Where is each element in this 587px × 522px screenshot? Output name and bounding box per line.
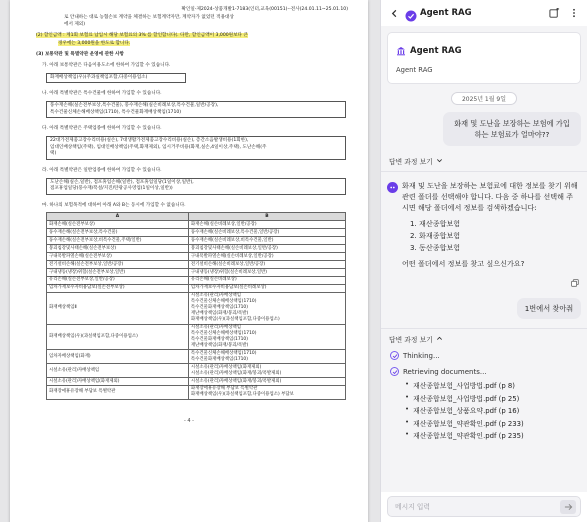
table-cell-a: 시설소유(관리)자배상책임(화재제외)	[47, 378, 189, 386]
folder-option: 3. 동산종합보험	[410, 243, 461, 253]
user-message: 1번에서 찾아줘	[517, 298, 581, 319]
doc-highlight-line-1: (2) 할인금액 : 계1회 보험료 납입시 해당 보험료의 3% 를 할인합니다(. 다만, 할인금액이 3,000원보다 큰	[36, 32, 248, 38]
table-cell-b: 구내냉동(냉장)위험(실손비례보상,일반)	[188, 269, 345, 277]
process-toggle-1[interactable]	[389, 156, 587, 166]
process-step-thinking	[390, 351, 587, 360]
doc-box-3	[46, 136, 346, 160]
doc-label: 재산종합보험_약관확인.pdf (p 233)	[413, 419, 524, 428]
bot-message	[387, 181, 579, 270]
table-row	[47, 364, 346, 378]
doc-section-heading: (3) 보통약관 및 특별약관 운영에 관한 사항	[36, 52, 124, 58]
doc-box-line: 특수건물신체손해배상책임(1710), 특수건물화재배상책임(1710)	[50, 109, 182, 115]
doc-box-line: 도난손해(실손,일반), 점포휴업손해(일반), 점포휴업일당(1일이상,일반),	[50, 179, 194, 185]
table-cell-b: 화재손해(실손비례보상,일반/공장)	[188, 221, 345, 229]
bot-intro-text: 화재 및 도난을 보장하는 보험료에 대한 정보를 찾기 위해 관련 폴더를 선택해야 합니다. 다음 중 하나를 선택해 주시면 해당 폴더에서 정보를 검색하겠습니다:	[402, 181, 578, 213]
check-circle-icon	[390, 367, 399, 376]
table-cell-a: 화재장애휴유장해 부담보 특별약관	[47, 385, 189, 399]
user-message: 화재 및 도난을 보장하는 보험에 가입하는 보험료가 얼마야??	[443, 112, 581, 146]
chat-header	[381, 0, 587, 26]
folder-option: 2. 화재종합보험	[410, 231, 461, 241]
table-cell-b: 시설소유(관리)자배상책임(화재제외) 시설소유(관리)자배상책임(화재/붕괴/폭발제외)	[188, 364, 345, 378]
process-toggle-label: 답변 과정 보기	[389, 158, 433, 167]
message-input[interactable]	[395, 503, 560, 511]
more-dots-icon[interactable]	[567, 6, 581, 20]
agent-card-name: Agent RAG	[410, 45, 462, 56]
arrow-right-icon	[564, 503, 573, 511]
doc-subheading-ga: 가. 아래 보통약관은 다음이용도소에 한하여 가입할 수 있습니다.	[42, 62, 171, 68]
table-cell-a: 화재배상책임Ⅱ	[47, 292, 189, 324]
doc-label: 재산종합보험_약관확인.pdf (p 235)	[413, 432, 524, 441]
table-row	[47, 237, 346, 245]
table-row	[47, 221, 346, 229]
table-cell-a: 구내폭발파열손해(실손전부보상)	[47, 253, 189, 261]
folder-option: 1. 재산종합보험	[410, 219, 461, 229]
doc-line: 에서 제외)	[64, 22, 86, 28]
table-cell-b: 풍수재손해(실손비례보상,비특수건물,일반)	[188, 237, 345, 245]
table-cell-a: 임차자배상책임(화재)	[47, 350, 189, 364]
page-number: - 4 -	[184, 418, 194, 424]
table-cell-a: 풍수재손해(실손전부보상,특수건물)	[47, 229, 189, 237]
table-cell-b: 임차가재보수자비용담보(실손비례보상)	[188, 284, 345, 292]
doc-label: 재산종합보험_상품요약.pdf (p 16)	[413, 407, 520, 416]
doc-highlight-line-2: 경우에는 3,000원을 한도로 합니다.	[58, 40, 131, 46]
process-toggle-label: 답변 과정 보기	[389, 336, 433, 345]
doc-box-line: 풍수재손해(실손전부보상,특수건물), 풍수재손해(실손비례보상,특수건물,일반/공장),	[50, 102, 219, 108]
doc-box-2	[46, 101, 346, 118]
table-cell-a: 화재손해(실손전부보상)	[47, 221, 189, 229]
chat-title: Agent RAG	[420, 8, 472, 18]
doc-box-line: 22대가전제품고장수리비용(실손), 7대생활가전제품고장수리비용(실손), 층간소음발생비용(1회한),	[50, 137, 249, 143]
folder-options-list	[410, 219, 579, 254]
table-row	[47, 284, 346, 292]
chat-scroll-area[interactable]	[381, 26, 587, 492]
doc-box-1: 화재배상책임(우)(주과실책임포함,다중이용업소)	[46, 73, 186, 84]
table-cell-a: 유리손해(실손전부보상,일반/공장)	[47, 276, 189, 284]
table-cell-b: 특수건물신체손해배상책임(1710) 특수건물화재배상책임(1710)	[188, 350, 345, 364]
table-cell-a: 풍수재손해(실손전부보상,비특수건물,주택/일반)	[47, 237, 189, 245]
retrieved-doc[interactable]: • 재산종합보험_사업방법.pdf (p 25)	[405, 392, 520, 403]
table-cell-b: 전기설비손해(실손비례보상,일반/공장)	[188, 261, 345, 269]
copy-row	[381, 272, 579, 291]
table-row	[47, 229, 346, 237]
table-row	[47, 385, 346, 399]
doc-label: 재산종합보험_사업방법.pdf (p 25)	[413, 394, 520, 403]
table-cell-b: 유리손해(실손비례보상)	[188, 276, 345, 284]
message-input-bar	[387, 496, 581, 517]
table-body	[47, 221, 346, 399]
table-cell-a: 붕괴침강및사태손해(실손전부보상)	[47, 245, 189, 253]
divider	[381, 171, 587, 172]
doc-box-line: 택)	[50, 151, 57, 157]
doc-subheading-ra: 라. 아래 특별약관은 일반업종에 한하여 가입할 수 있습니다.	[42, 167, 162, 173]
doc-label: 재산종합보험_사업방법.pdf (p 8)	[413, 382, 515, 391]
doc-subheading-ma: 마. 하나의 보험목적에 대하여 아래 A와 B는 동시에 가입할 수 없습니다.	[42, 202, 186, 208]
doc-highlight	[36, 33, 354, 40]
divider	[381, 328, 587, 329]
table-row	[47, 276, 346, 284]
doc-highlight-cont	[36, 41, 354, 48]
table-cell-a: 구내냉동(냉장)위험(실손전부보상,일반)	[47, 269, 189, 277]
agent-logo-icon	[405, 7, 417, 19]
document-page	[10, 0, 368, 522]
retrieved-doc[interactable]: • 재산종합보험_약관확인.pdf (p 233)	[405, 417, 524, 428]
retrieved-doc[interactable]: • 재산종합보험_약관확인.pdf (p 235)	[405, 430, 524, 441]
bot-question-text: 어떤 폴더에서 정보를 찾고 싶으신가요?	[402, 259, 525, 269]
chat-panel	[380, 0, 587, 522]
send-button[interactable]	[560, 500, 576, 514]
chevron-up-icon	[436, 335, 443, 344]
table-cell-b: 시설소유(관리)자배상책임 특수건물신체손해배상책임(1710) 특수건물화재배상책임(1710) 재난배상책임(화재/붕괴/폭발) 화재배상책임(우)(과실책임포함,다중이용업소)	[188, 292, 345, 324]
copy-icon[interactable]	[571, 272, 579, 291]
table-row	[47, 350, 346, 364]
table-cell-b: 화재장애휴유장해 부담보 특별약관 화재배상책임(우)(과실책임포함,다중이용업소) 부담보	[188, 385, 345, 399]
process-step-retrieving	[390, 367, 587, 376]
back-chevron-icon[interactable]	[387, 6, 401, 20]
table-row	[47, 269, 346, 277]
table-row	[47, 253, 346, 261]
table-cell-b: 붕괴침강및사태손해(실손비례보상,일반/공장)	[188, 245, 345, 253]
doc-box-4	[46, 178, 346, 195]
table-cell-b: 시설소유(관리)자배상책임(화재/붕괴/폭발제외)	[188, 378, 345, 386]
new-chat-icon[interactable]	[547, 6, 561, 20]
bot-message-body	[402, 181, 579, 270]
table-row	[47, 378, 346, 386]
check-circle-icon	[390, 351, 399, 360]
bank-icon	[396, 41, 406, 60]
table-header-b: B	[188, 213, 345, 221]
step-label: Thinking...	[403, 351, 440, 360]
date-separator: 2025년 1월 9일	[451, 92, 517, 105]
bot-avatar-icon	[387, 182, 398, 193]
table-cell-a: 임차가재보수자비용담보(실손전부보상)	[47, 284, 189, 292]
doc-exclusion-table	[46, 212, 346, 399]
table-cell-a: 전기설비손해(실손전부보상,일반/공장)	[47, 261, 189, 269]
step-label: Retrieving documents...	[403, 367, 487, 376]
doc-line: 로 안내하는 대로 농협손보 계약을 체결하는 보험계약자만, 계약자가 없었던 적용대상	[64, 14, 234, 20]
doc-line: 확인일-제2024-상품개발1-7183(인터,교육(00151)--전사(24.01.11~25.01.10)	[181, 7, 348, 12]
table-row	[47, 324, 346, 350]
table-cell-b: 풍수재손해(실손비례보상,특수건물,일반/공장)	[188, 229, 345, 237]
agent-card-description: Agent RAG	[396, 66, 433, 74]
retrieved-doc[interactable]: • 재산종합보험_상품요약.pdf (p 16)	[405, 405, 520, 416]
table-row	[47, 261, 346, 269]
doc-box-line: 점포휴업일당(풍수재/폭설/지진/탄광공사영업(1일이상,일반))	[50, 186, 173, 192]
chevron-down-icon	[436, 157, 443, 166]
table-row	[47, 245, 346, 253]
doc-top-lines	[36, 7, 354, 29]
header-actions	[547, 6, 581, 20]
table-header-row	[47, 213, 346, 221]
doc-subheading-da: 다. 아래 특별약관은 주택업종에 한하여 가입할 수 있습니다.	[42, 126, 162, 132]
table-cell-a: 시설소유(관리)자배상책임	[47, 364, 189, 378]
agent-info-card	[387, 32, 581, 84]
table-header-a: A	[47, 213, 189, 221]
retrieved-doc[interactable]: • 재산종합보험_사업방법.pdf (p 8)	[405, 380, 515, 391]
table-cell-b: 시설소유(관리)자배상책임 특수건물신체손해배상책임(1710) 특수건물화재배상책임(1710) 재난배상책임(화재/붕괴/폭발)	[188, 324, 345, 350]
retrieved-docs-list	[405, 380, 587, 440]
process-toggle-2[interactable]	[389, 334, 587, 344]
table-cell-b: 구내폭발파열손해(실손비례보상,일반/공장)	[188, 253, 345, 261]
doc-box-line: 임대인배상책임(주택), 임대인배상책임(주택,화재제외), 임시거주비용(화재,실손,4일이상,주택), 도난손해(주	[50, 144, 267, 150]
doc-subheading-na: 나. 아래 특별약관은 특수건물에 한하여 가입할 수 있습니다.	[42, 91, 162, 97]
table-cell-a: 화재배상책임(우)(과실책임포함,다중이용업소)	[47, 324, 189, 350]
table-row	[47, 292, 346, 324]
